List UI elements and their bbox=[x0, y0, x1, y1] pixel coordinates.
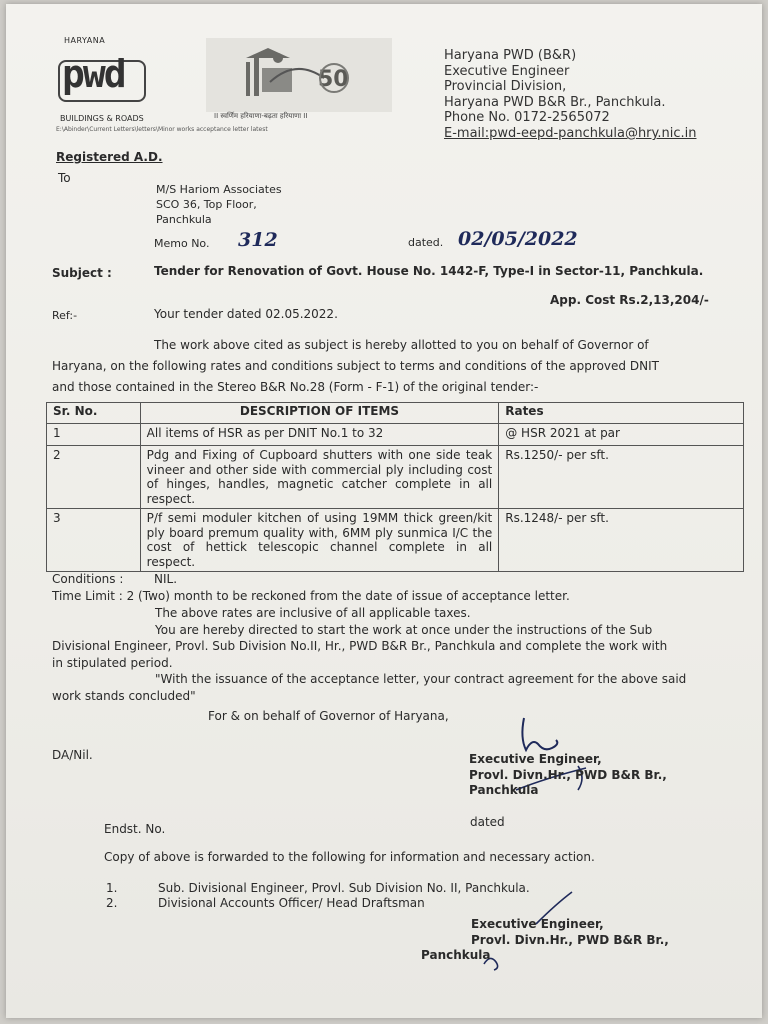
approved-cost: App. Cost Rs.2,13,204/- bbox=[550, 293, 709, 307]
paragraph-line: The above rates are inclusive of all applicable taxes. bbox=[155, 606, 471, 620]
cell-sr-no: 2 bbox=[47, 446, 141, 509]
phone-number: Phone No. 0172-2565072 bbox=[444, 110, 610, 126]
signatory-block bbox=[469, 752, 667, 799]
cell-description: All items of HSR as per DNIT No.1 to 32 bbox=[140, 424, 499, 446]
list-item: 1. Sub. Divisional Engineer, Provl. Sub Division No. II, Panchkula. bbox=[106, 881, 530, 895]
address-line: Provincial Division, bbox=[444, 79, 567, 95]
office-address bbox=[444, 48, 696, 142]
paragraph-line: The work above cited as subject is hereby allotted to you on behalf of Governor of bbox=[154, 338, 649, 352]
allotment-paragraph bbox=[52, 335, 728, 398]
table-row bbox=[47, 424, 744, 446]
to-label: To bbox=[58, 171, 71, 185]
header-sr-no: Sr. No. bbox=[47, 403, 141, 424]
cell-description: Pdg and Fixing of Cupboard shutters with one side teak vineer and other side with commercial ply including cost of hinges, handles, magnetic catcher complete in all respect. bbox=[140, 446, 499, 509]
cell-description: P/f semi moduler kitchen of using 19MM thick green/kit ply board premum quality with, 6MM ply sunmica I/C the cost of hettick telescopic channel complete in all respect. bbox=[140, 509, 499, 572]
cell-sr-no: 1 bbox=[47, 424, 141, 446]
header-rates: Rates bbox=[499, 403, 744, 424]
signatory-place: Panchkula bbox=[469, 783, 539, 797]
recipient-line: M/S Hariom Associates bbox=[156, 183, 282, 196]
signatory-division: Provl. Divn.Hr., PWD B&R Br., bbox=[471, 932, 669, 947]
email-address: E-mail:pwd-eepd-panchkula@hry.nic.in bbox=[444, 125, 697, 141]
memo-number: 312 bbox=[238, 229, 278, 251]
signatory-place: Panchkula bbox=[421, 948, 491, 962]
recipient-line: SCO 36, Top Floor, bbox=[156, 198, 257, 211]
registered-ad: Registered A.D. bbox=[56, 150, 163, 164]
paragraph-line: work stands concluded" bbox=[52, 688, 196, 703]
list-item: 2. Divisional Accounts Officer/ Head Draftsman bbox=[106, 896, 425, 910]
recipient-address bbox=[156, 182, 282, 227]
address-line: Executive Engineer bbox=[444, 63, 570, 79]
endst-dated: dated bbox=[470, 815, 505, 829]
memo-label: Memo No. bbox=[154, 237, 210, 250]
pwd-logo bbox=[52, 36, 152, 126]
ref-text: Your tender dated 02.05.2022. bbox=[154, 307, 338, 321]
directions-paragraph bbox=[52, 605, 732, 704]
dated-value: 02/05/2022 bbox=[458, 228, 578, 250]
logo-subtitle: BUILDINGS & ROADS bbox=[60, 114, 144, 123]
subject-label: Subject : bbox=[52, 266, 112, 280]
logo-name: pwd bbox=[62, 52, 125, 96]
endst-no: Endst. No. bbox=[104, 822, 166, 836]
paragraph-line: and those contained in the Stereo B&R No.28 (Form - F-1) of the original tender:- bbox=[52, 380, 539, 394]
recipient-line: Panchkula bbox=[156, 213, 212, 226]
cell-rate: Rs.1250/- per sft. bbox=[499, 446, 744, 509]
conditions-label: Conditions : bbox=[52, 572, 124, 586]
signatory-division: Provl. Divn.Hr., PWD B&R Br., bbox=[469, 767, 667, 782]
emblem-slogan: II स्वर्णिम हरियाणा-बढ़ता हरियाणा II bbox=[214, 112, 308, 120]
header-description: DESCRIPTION OF ITEMS bbox=[140, 403, 499, 424]
file-path: E:\Abinder\Current Letters\letters\Minor works acceptance letter latest bbox=[56, 126, 268, 133]
time-limit: Time Limit : 2 (Two) month to be reckoned from the date of issue of acceptance letter. bbox=[52, 589, 570, 603]
table-row bbox=[47, 509, 744, 572]
address-line: Haryana PWD (B&R) bbox=[444, 48, 577, 63]
copy-forwarded: Copy of above is forwarded to the following for information and necessary action. bbox=[104, 850, 595, 864]
cell-rate: Rs.1248/- per sft. bbox=[499, 509, 744, 572]
paragraph-line: Haryana, on the following rates and conditions subject to terms and conditions of the approved DNIT bbox=[52, 359, 659, 373]
dated-label: dated. bbox=[408, 236, 444, 249]
logo-state: HARYANA bbox=[64, 36, 106, 45]
conditions-value: NIL. bbox=[154, 572, 178, 586]
cell-sr-no: 3 bbox=[47, 509, 141, 572]
signatory-designation: Executive Engineer, bbox=[471, 917, 604, 931]
on-behalf-line: For & on behalf of Governor of Haryana, bbox=[208, 709, 449, 723]
items-table bbox=[46, 402, 744, 572]
signatory-designation: Executive Engineer, bbox=[469, 752, 602, 766]
emblem-graphic-icon bbox=[206, 38, 392, 112]
paragraph-line: You are hereby directed to start the work at once under the instructions of the Sub bbox=[155, 622, 653, 637]
signatory-block-2 bbox=[421, 917, 669, 964]
haryana-emblem bbox=[206, 38, 392, 126]
copy-list bbox=[106, 881, 530, 911]
paragraph-line: "With the issuance of the acceptance letter, your contract agreement for the above said bbox=[155, 672, 687, 686]
table-header-row bbox=[47, 403, 744, 424]
table-row bbox=[47, 446, 744, 509]
address-line: Haryana PWD B&R Br., Panchkula. bbox=[444, 94, 666, 110]
paragraph-line: Divisional Engineer, Provl. Sub Division No.II, Hr., PWD B&R Br., Panchkula and complete the work with bbox=[52, 639, 668, 653]
emblem-badge: 50 bbox=[318, 67, 349, 92]
da-nil: DA/Nil. bbox=[52, 748, 93, 762]
subject-text: Tender for Renovation of Govt. House No. 1442-F, Type-I in Sector-11, Panchkula. bbox=[154, 264, 704, 278]
paragraph-line: in stipulated period. bbox=[52, 655, 173, 670]
ref-label: Ref:- bbox=[52, 309, 78, 322]
cell-rate: @ HSR 2021 at par bbox=[499, 424, 744, 446]
letter-sheet bbox=[6, 4, 762, 1018]
